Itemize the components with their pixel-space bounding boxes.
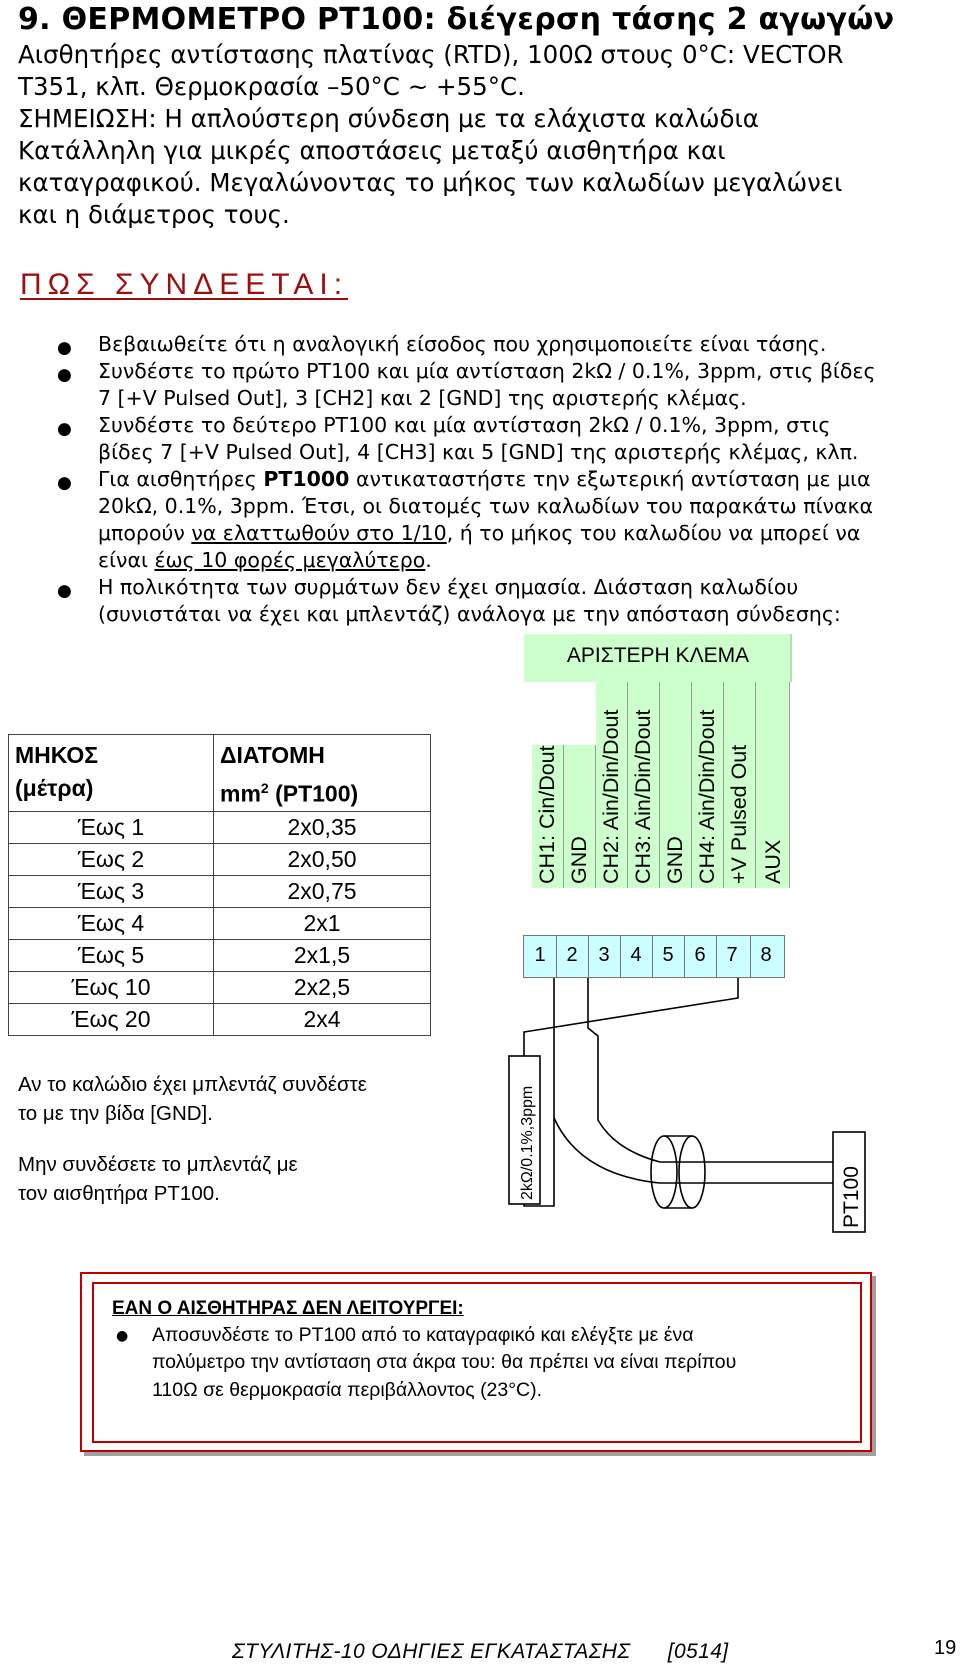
table-row: Έως 10 2x2,5 xyxy=(9,971,431,1003)
pin-number: 7 xyxy=(726,944,738,966)
bullet-text: 20kΩ, 0.1%, 3ppm. Έτσι, οι διατομές των καλωδίων του παρακάτω πίνακα xyxy=(98,494,874,518)
warning-title: ΕΑΝ Ο ΑΙΣΘΗΤΗΡΑΣ ΔΕΝ ΛΕΙΤΟΥΡΓΕΙ: xyxy=(112,1298,464,1319)
footer-text: ΣΤΥΛΙΤΗΣ-10 ΟΔΗΓΙΕΣ ΕΓΚΑΤΑΣΤΑΣΗΣ [0514] xyxy=(232,1640,729,1663)
how-to-connect-heading: ΠΩΣ ΣΥΝΔΕΕΤΑΙ: xyxy=(20,268,349,301)
pin-number: 4 xyxy=(630,944,642,966)
bullet-text: είναι έως 10 φορές μεγαλύτερο. xyxy=(98,548,432,572)
bullet-dot: ● xyxy=(57,338,72,358)
wiring-diagram xyxy=(470,975,900,1240)
table-row: Έως 2 2x0,50 xyxy=(9,843,431,875)
table-header-row xyxy=(9,735,431,812)
bullet-dot: ● xyxy=(57,473,72,493)
bullet-text: Συνδέστε το πρώτο PT100 και μία αντίσταση 2kΩ / 0.1%, 3ppm, στις βίδες xyxy=(98,359,876,383)
pin-number: 5 xyxy=(662,944,674,966)
pin-divider xyxy=(684,936,685,977)
shield-note: τον αισθητήρα PT100. xyxy=(18,1182,220,1205)
pin-divider xyxy=(556,936,557,977)
bullet-text: Βεβαιωθείτε ότι η αναλογική είσοδος που χρησιμοποιείτε είναι τάσης. xyxy=(98,332,827,356)
bullet-text: Για αισθητήρες PT1000 αντικαταστήστε την εξωτερική αντίσταση με μια xyxy=(98,467,871,491)
intro-line: Κατάλληλη για μικρές αποστάσεις μεταξύ αισθητήρα και xyxy=(18,136,726,165)
warning-text: πολύμετρο την αντίσταση στα άκρα του: θα πρέπει να είναι περίπου xyxy=(152,1351,737,1373)
table-row: Έως 1 2x0,35 xyxy=(9,811,431,843)
intro-line: Αισθητήρες αντίστασης πλατίνας (RTD), 100Ω στους 0°C: VECTOR xyxy=(18,40,844,69)
pin-number: 2 xyxy=(566,944,578,966)
page-number: 19 xyxy=(934,1637,957,1659)
terminal-header: ΑΡΙΣΤΕΡΗ ΚΛΕΜΑ xyxy=(524,634,792,682)
bullet-text: μπορούν να ελαττωθούν στο 1/10, ή το μήκος του καλωδίου να μπορεί να xyxy=(98,521,861,545)
shield-note: Μην συνδέσετε το μπλεντάζ με xyxy=(18,1153,298,1176)
intro-line: καταγραφικού. Μεγαλώνοντας το μήκος των καλωδίων μεγαλώνει xyxy=(18,168,843,197)
terminal-pin-strip xyxy=(523,935,785,978)
shield-note: Αν το καλώδιο έχει μπλεντάζ συνδέστε xyxy=(18,1073,367,1096)
cable-section-table xyxy=(8,734,431,1036)
intro-line: T351, κλπ. Θερμοκρασία –50°C ~ +55°C. xyxy=(18,72,525,101)
bullet-dot: ● xyxy=(116,1328,129,1344)
bullet-text: βίδες 7 [+V Pulsed Out], 4 [CH3] και 5 [GND] της αριστερής κλέμας, κλπ. xyxy=(98,440,859,464)
shield-cylinder xyxy=(651,1136,705,1208)
intro-line: ΣΗΜΕΙΩΣΗ: Η απλούστερη σύνδεση με τα ελάχιστα καλώδια xyxy=(18,104,759,133)
wire xyxy=(524,978,738,1058)
pin-divider xyxy=(652,936,653,977)
pin-number: 8 xyxy=(760,944,772,966)
bullet-dot: ● xyxy=(57,581,72,601)
table-row: Έως 20 2x4 xyxy=(9,1003,431,1035)
pin-divider xyxy=(588,936,589,977)
shield-note: το με την βίδα [GND]. xyxy=(18,1102,213,1125)
warning-text: Αποσυνδέστε το PT100 από το καταγραφικό και ελέγξτε με ένα xyxy=(152,1324,694,1346)
pin-number: 6 xyxy=(694,944,706,966)
bullet-dot: ● xyxy=(57,419,72,439)
table-row: Έως 3 2x0,75 xyxy=(9,875,431,907)
pin-divider xyxy=(716,936,717,977)
pin-number: 1 xyxy=(534,944,546,966)
pin-divider xyxy=(750,936,751,977)
table-row: Έως 4 2x1 xyxy=(9,907,431,939)
resistor-label: 2kΩ/0.1%,3ppm xyxy=(519,1085,536,1200)
intro-line: και η διάμετρος τους. xyxy=(18,200,290,229)
column-header: ΔΙΑΤΟΜΗ $mm^2$ (PT100) xyxy=(214,735,431,812)
pin-divider xyxy=(620,936,621,977)
sensor-label: PT100 xyxy=(840,1166,863,1228)
bullet-dot: ● xyxy=(57,365,72,385)
warning-text: 110Ω σε θερμοκρασία περιβάλλοντος (23°C). xyxy=(152,1379,543,1401)
bullet-text: 7 [+V Pulsed Out], 3 [CH2] και 2 [GND] της αριστερής κλέμας. xyxy=(98,386,747,410)
bullet-text: Η πολικότητα των συρμάτων δεν έχει σημασία. Διάσταση καλωδίου xyxy=(98,575,799,599)
pin-number: 3 xyxy=(598,944,610,966)
section-title: 9. ΘΕΡΜΟΜΕΤΡΟ PT100: διέγερση τάσης 2 αγωγών xyxy=(18,2,895,37)
bullet-text: (συνιστάται να έχει και μπλεντάζ) ανάλογα με την απόσταση σύνδεσης: xyxy=(98,602,841,626)
table-row: Έως 5 2x1,5 xyxy=(9,939,431,971)
bullet-text: Συνδέστε το δεύτερο PT100 και μία αντίσταση 2kΩ / 0.1%, 3ppm, στις xyxy=(98,413,831,437)
column-header: ΜΗΚΟΣ (μέτρα) xyxy=(9,735,214,812)
